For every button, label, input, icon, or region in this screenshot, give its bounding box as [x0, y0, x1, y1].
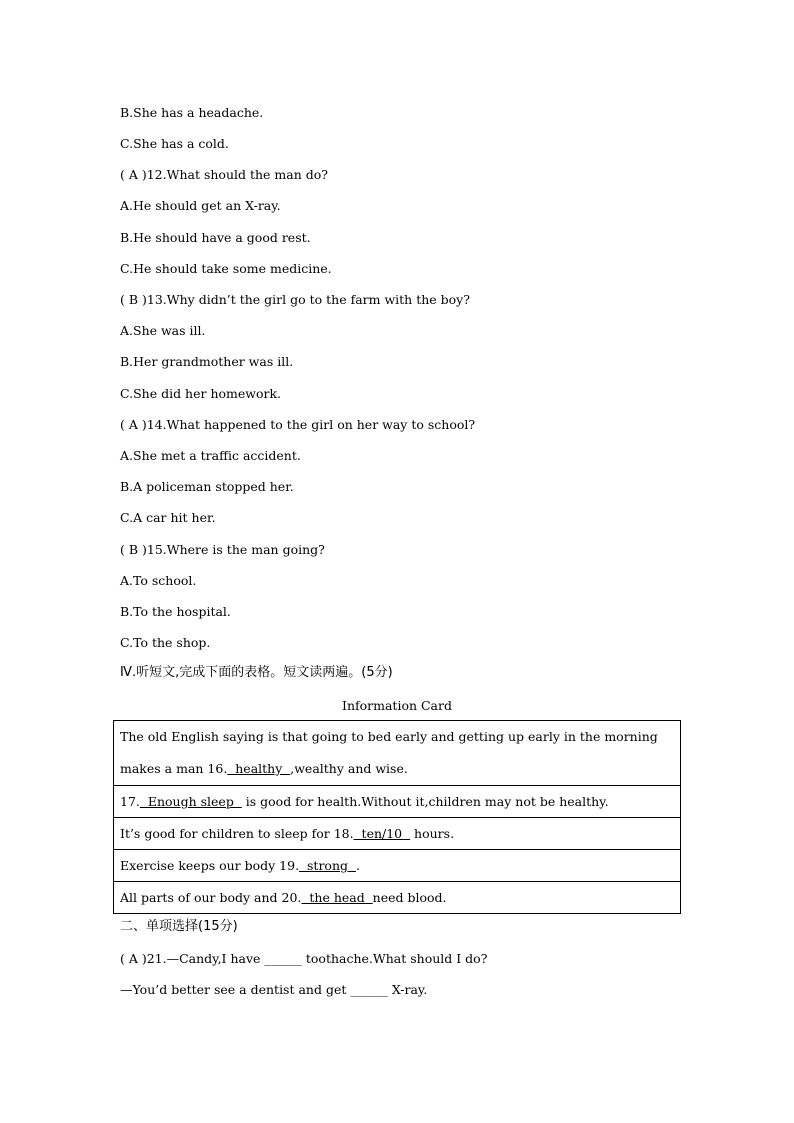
card-row-16 [114, 721, 681, 786]
card-row-19 [114, 850, 681, 882]
q21-line2: —You’d better see a dentist and get ______ X-ray. [120, 982, 428, 997]
card-row-19-suffix: . [355, 857, 360, 873]
card-row-18-suffix: hours. [410, 825, 455, 841]
q21-question: ( A )21.—Candy,I have ______ toothache.What should I do? [120, 951, 488, 966]
section-2-heading: 二、单项选择(15分) [120, 919, 238, 934]
card-row-20-prefix: All parts of our body and 20. [120, 889, 302, 905]
answer-20: the head [301, 889, 373, 905]
q14-question: ( A )14.What happened to the girl on her way to school? [120, 417, 476, 432]
card-row-16-suffix: ,wealthy and wise. [290, 761, 408, 776]
q13-option-b: B.Her grandmother was ill. [120, 354, 294, 369]
q11-option-b: B.She has a headache. [120, 105, 264, 120]
q14-option-c: C.A car hit her. [120, 510, 216, 525]
answer-19: strong [299, 857, 356, 873]
card-row-17 [114, 786, 681, 818]
q13-option-a: A.She was ill. [120, 323, 206, 338]
card-row-16-line1: The old English saying is that going to bed early and getting up early in the morning [120, 729, 658, 744]
information-card-table [113, 720, 681, 914]
q12-option-c: C.He should take some medicine. [120, 261, 332, 276]
q14-option-a: A.She met a traffic accident. [120, 448, 301, 463]
q13-option-c: C.She did her homework. [120, 386, 282, 401]
card-row-17-prefix: 17. [120, 793, 140, 809]
card-row-18-prefix: It’s good for children to sleep for 18. [120, 825, 354, 841]
q15-question: ( B )15.Where is the man going? [120, 542, 325, 557]
answer-16: healthy [227, 761, 291, 776]
q12-option-a: A.He should get an X-ray. [120, 198, 281, 213]
card-row-16-prefix: makes a man 16. [120, 761, 228, 776]
answer-18: ten/10 [353, 825, 411, 841]
information-card-title: Information Card [342, 698, 452, 713]
q13-question: ( B )13.Why didn’t the girl go to the farm with the boy? [120, 292, 470, 307]
card-row-20-suffix: need blood. [372, 889, 447, 905]
q15-option-a: A.To school. [120, 573, 197, 588]
q15-option-b: B.To the hospital. [120, 604, 231, 619]
q12-option-b: B.He should have a good rest. [120, 230, 311, 245]
q15-option-c: C.To the shop. [120, 635, 211, 650]
section-4-heading: Ⅳ.听短文,完成下面的表格。短文读两遍。(5分) [120, 665, 393, 680]
q14-option-b: B.A policeman stopped her. [120, 479, 294, 494]
card-row-19-prefix: Exercise keeps our body 19. [120, 857, 300, 873]
card-row-20 [114, 882, 681, 914]
card-row-18 [114, 818, 681, 850]
q11-option-c: C.She has a cold. [120, 136, 229, 151]
card-row-17-suffix: is good for health.Without it,children may not be healthy. [241, 793, 609, 809]
answer-17: Enough sleep [139, 793, 242, 809]
q12-question: ( A )12.What should the man do? [120, 167, 328, 182]
